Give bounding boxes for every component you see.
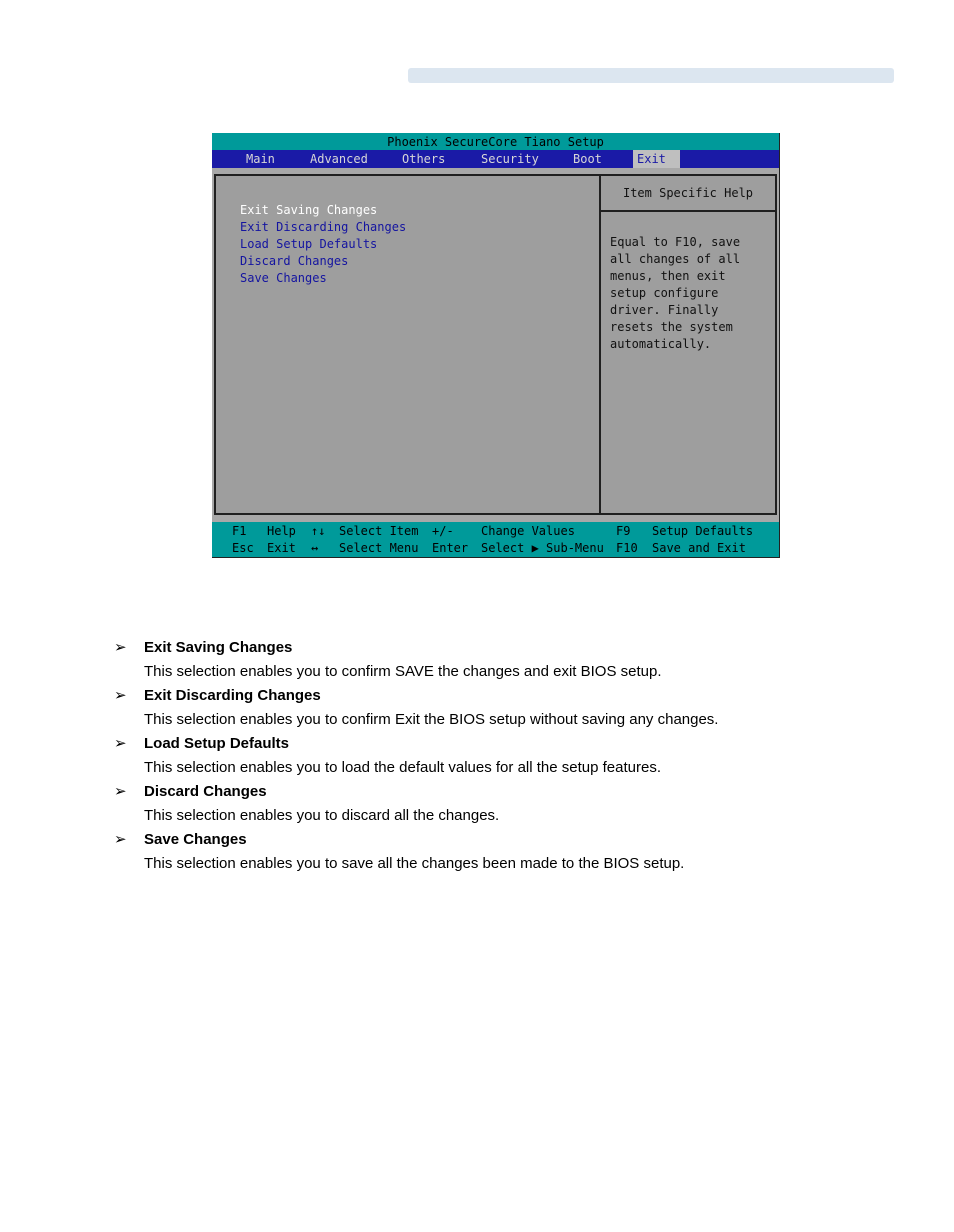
key-enter: Enter	[432, 541, 469, 555]
tab-exit[interactable]: Exit	[633, 150, 680, 168]
help-panel	[601, 176, 775, 513]
arrow-bullet-icon: ➢	[114, 639, 127, 656]
arrow-bullet-icon: ➢	[114, 831, 127, 848]
bios-title: Phoenix SecureCore Tiano Setup	[212, 133, 779, 150]
item-title: Save Changes	[144, 831, 247, 848]
tab-others[interactable]: Others	[402, 152, 446, 166]
key-f9: F9	[616, 524, 631, 538]
arrow-bullet-icon: ➢	[114, 687, 127, 704]
tab-advanced[interactable]: Advanced	[310, 152, 368, 166]
key-esc: Esc	[232, 541, 254, 555]
help-text: Equal to F10, save all changes of all menus, then exit setup configure driver. Finally resets the system automatically.	[610, 235, 741, 351]
bios-menu-bar	[212, 150, 779, 168]
item-title: Exit Discarding Changes	[144, 687, 321, 704]
item-title: Exit Saving Changes	[144, 639, 293, 656]
item-description: This selection enables you to load the default values for all the setup features.	[144, 759, 661, 776]
tab-security[interactable]: Security	[481, 152, 539, 166]
key-plusminus: +/-	[432, 524, 454, 538]
tab-main[interactable]: Main	[246, 152, 275, 166]
key-f1: F1	[232, 524, 247, 538]
list-item	[114, 732, 834, 780]
bios-main-panel	[214, 174, 777, 515]
key-esc-label: Exit	[267, 541, 296, 555]
bios-menu-list	[240, 202, 406, 287]
list-item	[114, 828, 834, 876]
up-down-arrow-icon: ↑↓	[311, 524, 326, 538]
left-right-arrow-icon: ↔	[311, 541, 319, 555]
key-enter-label: Select ▶ Sub-Menu	[481, 541, 604, 555]
item-description: This selection enables you to confirm SAVE the changes and exit BIOS setup.	[144, 663, 662, 680]
menu-item-save-changes[interactable]: Save Changes	[240, 271, 327, 285]
item-description: This selection enables you to discard all the changes.	[144, 807, 500, 824]
item-title: Discard Changes	[144, 783, 267, 800]
menu-item-exit-discarding-changes[interactable]: Exit Discarding Changes	[240, 220, 407, 234]
exit-options-description-list	[114, 636, 834, 876]
arrow-bullet-icon: ➢	[114, 783, 127, 800]
key-updown-label: Select Item	[339, 524, 419, 538]
page-header-bar	[408, 68, 894, 83]
item-description: This selection enables you to save all the changes been made to the BIOS setup.	[144, 855, 685, 872]
key-f10-label: Save and Exit	[652, 541, 746, 555]
key-f1-label: Help	[267, 524, 296, 538]
list-item	[114, 636, 834, 684]
menu-item-load-setup-defaults[interactable]: Load Setup Defaults	[240, 237, 378, 251]
bios-menu-panel	[216, 176, 599, 513]
arrow-bullet-icon: ➢	[114, 735, 127, 752]
tab-boot[interactable]: Boot	[573, 152, 602, 166]
key-plusminus-label: Change Values	[481, 524, 575, 538]
list-item	[114, 684, 834, 732]
menu-item-exit-saving-changes[interactable]: Exit Saving Changes	[240, 203, 378, 217]
bios-screenshot	[212, 133, 780, 558]
item-description: This selection enables you to confirm Exit the BIOS setup without saving any changes.	[144, 711, 719, 728]
key-f10: F10	[616, 541, 638, 555]
key-f9-label: Setup Defaults	[652, 524, 754, 538]
bios-key-legend	[212, 522, 779, 557]
item-title: Load Setup Defaults	[144, 735, 290, 752]
help-title: Item Specific Help	[601, 176, 775, 212]
key-leftright-label: Select Menu	[339, 541, 419, 555]
list-item	[114, 780, 834, 828]
menu-item-discard-changes[interactable]: Discard Changes	[240, 254, 349, 268]
